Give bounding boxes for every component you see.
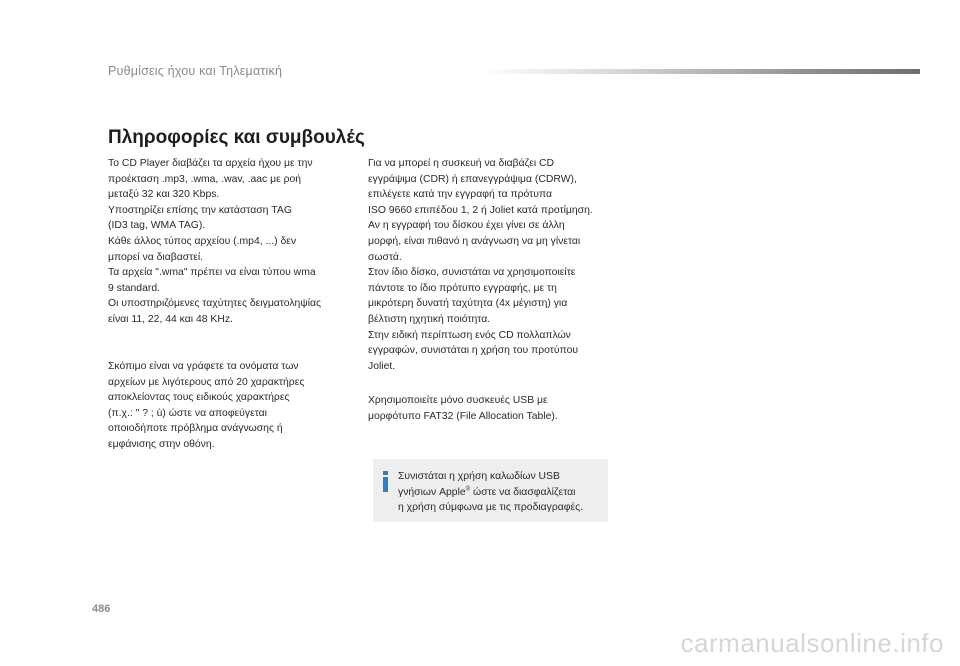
text-line: μορφότυπο FAT32 (File Allocation Table). — [368, 410, 558, 422]
text-line: (π.χ.: " ? ; ù) ώστε να αποφεύγεται — [108, 407, 267, 419]
text-line: επιλέγετε κατά την εγγραφή τα πρότυπα — [368, 189, 553, 201]
text-line: Σκόπιμο είναι να γράφετε τα ονόματα των — [108, 361, 299, 372]
text-line: οποιοδήποτε πρόβλημα ανάγνωσης ή — [108, 423, 283, 435]
section-title: Πληροφορίες και συμβουλές — [108, 127, 365, 148]
text-line: 9 standard. — [108, 282, 160, 294]
text-line: Κάθε άλλος τύπος αρχείου (.mp4, ...) δεν — [108, 235, 297, 247]
right-text-block-2 — [368, 393, 558, 424]
text-line: η χρήση σύμφωνα με τις προδιαγραφές. — [398, 502, 584, 514]
text-line: Για να μπορεί η συσκευή να διαβάζει CD — [368, 158, 555, 169]
left-text-block-2 — [108, 359, 304, 453]
text-line: Υποστηρίζει επίσης την κατάσταση TAG — [108, 204, 292, 216]
info-icon — [381, 471, 389, 493]
text-line: αρχείων με λιγότερους από 20 χαρακτήρες — [108, 376, 305, 388]
right-text-block-1 — [368, 156, 593, 374]
text-line: εμφάνισης στην οθόνη. — [108, 438, 215, 450]
text-line: σωστά. — [368, 251, 402, 263]
text-line: Συνιστάται η χρήση καλωδίων USB — [398, 471, 560, 482]
watermark: carmanualsonline.info — [680, 628, 944, 658]
info-note-text — [398, 469, 583, 516]
text-line: Τα αρχεία ".wma" πρέπει να είναι τύπου wma — [108, 267, 316, 279]
text-line: προέκταση .mp3, .wma, .wav, .aac με ροή — [108, 173, 302, 185]
info-icon-dot — [383, 471, 388, 475]
text-line: μικρότερη δυνατή ταχύτητα (4x μέγιστη) για — [368, 298, 568, 310]
text-line: Αν η εγγραφή του δίσκου έχει γίνει σε άλλη — [368, 220, 565, 232]
text-line: Χρησιμοποιείτε μόνο συσκευές USB με — [368, 395, 548, 406]
left-text-block-1 — [108, 156, 321, 328]
text-line: Το CD Player διαβάζει τα αρχεία ήχου με την — [108, 158, 313, 169]
page-number: 486 — [92, 603, 111, 615]
info-note-box — [373, 459, 608, 522]
text-line: μορφή, είναι πιθανό η ανάγνωση να μη γίνεται — [368, 235, 581, 247]
registered-mark: ® — [465, 486, 471, 493]
text-fragment: ώστε να διασφαλίζεται — [470, 486, 576, 498]
text-line: μπορεί να διαβαστεί. — [108, 251, 204, 263]
text-line: Στην ειδική περίπτωση ενός CD πολλαπλών — [368, 329, 571, 341]
text-line: είναι 11, 22, 44 και 48 KHz. — [108, 313, 233, 325]
text-line: βέλτιστη ηχητική ποιότητα. — [368, 313, 491, 325]
header-title: Ρυθμίσεις ήχου και Τηλεματική — [108, 64, 283, 78]
text-line: ISO 9660 επιπέδου 1, 2 ή Joliet κατά προτίμηση. — [368, 204, 593, 216]
text-line: αποκλείοντας τους ειδικούς χαρακτήρες — [108, 392, 290, 404]
header-divider-bar — [480, 69, 920, 74]
info-icon-stem — [383, 477, 388, 492]
text-line: Στον ίδιο δίσκο, συνιστάται να χρησιμοποιείτε — [368, 267, 576, 279]
text-line: (ID3 tag, WMA TAG). — [108, 220, 206, 232]
text-line: μεταξύ 32 και 320 Kbps. — [108, 189, 220, 201]
text-line — [398, 485, 583, 501]
text-line: Joliet. — [368, 360, 396, 372]
text-line: πάντοτε το ίδιο πρότυπο εγγραφής, με τη — [368, 282, 557, 294]
text-line: εγγραφών, συνιστάται η χρήση του προτύπου — [368, 345, 579, 357]
text-fragment: γνήσιων Apple — [398, 486, 466, 498]
text-line: Οι υποστηριζόμενες ταχύτητες δειγματοληψίας — [108, 298, 322, 310]
text-line: εγγράψιμα (CDR) ή επανεγγράψιμα (CDRW), — [368, 173, 577, 185]
